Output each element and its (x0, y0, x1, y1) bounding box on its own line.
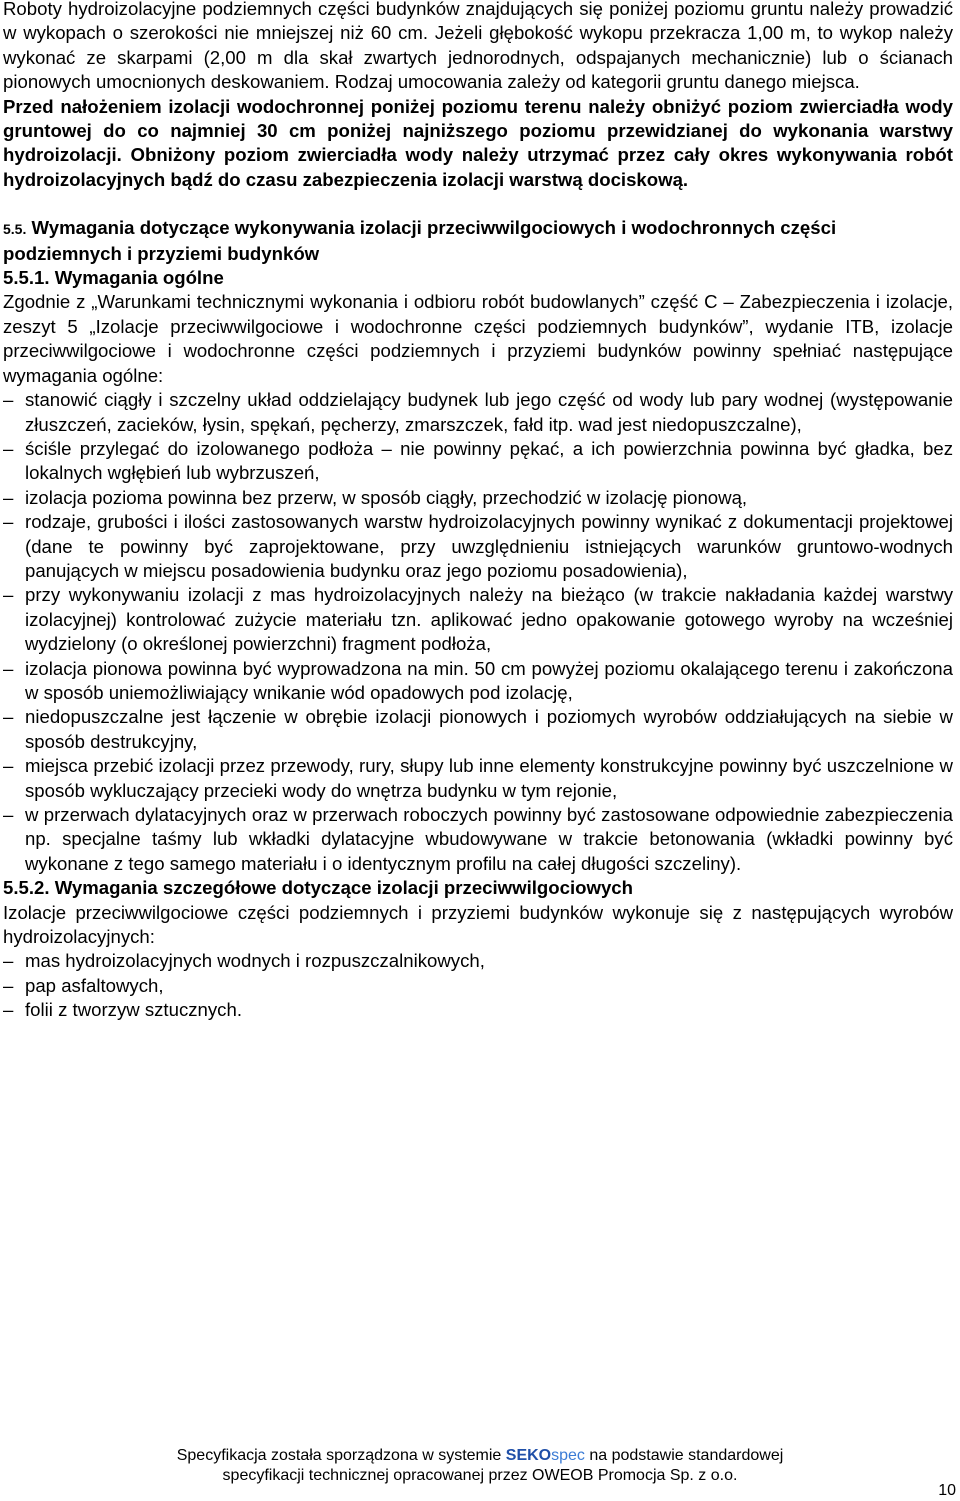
list-item: – w przerwach dylatacyjnych oraz w przerwach roboczych powinny być zastosowane odpowiednie zabezpieczenia np. specjalne taśmy lub wkładki dylatacyjne wbudowywane w trakcie betonowania (wkładki powinny być wykonane z tego samego materiału i o identycznym profilu na całej długości szczeliny). (3, 803, 953, 876)
footer-line-2: specyfikacji technicznej opracowanej przez OWEOB Promocja Sp. z o.o. (222, 1467, 738, 1484)
section-5-5-2-intro: Izolacje przeciwwilgociowe części podziemnych i przyziemi budynków wykonuje się z następujących wyrobów hydroizolacyjnych: (3, 901, 953, 948)
seko-logo: SEKOspec (505, 1447, 585, 1464)
list-item: – miejsca przebić izolacji przez przewody, rury, słupy lub inne elementy konstrukcyjne powinny być uszczelnione w sposób wykluczający przecieki wody do wnętrza budynku w tym rejonie, (3, 754, 953, 803)
section-5-5-heading (3, 216, 953, 266)
section-5-5-1-heading (3, 266, 953, 290)
list-item: – stanowić ciągły i szczelny układ oddzielający budynek lub jego część od wody lub pary wodnej (występowanie złuszczeń, zacieków, łysin, spękań, pęcherzy, zmarszczek, fałd itp. wad jest niedopuszczalne), (3, 388, 953, 437)
paragraph-groundwater: Przed nałożeniem izolacji wodochronnej poniżej poziomu terenu należy obniżyć poziom zwierciadła wody gruntowej do co najmniej 30 cm poniżej najniższego poziomu przewidzianej do wykonania warstwy hydroizolacji. Obniżony poziom zwierciadła wody należy utrzymać przez cały okres wykonywania robót hydroizolacyjnych bądź do czasu zabezpieczenia izolacji warstwą dociskową. (3, 95, 953, 190)
section-5-5-number: 5.5. (3, 221, 27, 238)
list-item: – ściśle przylegać do izolowanego podłoża – nie powinny pękać, a ich powierzchnia powinna być gładka, bez lokalnych wgłębień lub wybrzuszeń, (3, 437, 953, 486)
list-item: – rodzaje, grubości i ilości zastosowanych warstw hydroizolacyjnych powinny wynikać z dokumentacji projektowej (dane te powinny być zaprojektowane, przy uwzględnieniu istniejących warunków gruntowo-wodnych panujących w miejscu posadowienia budynku oraz jego poziomu posadowienia), (3, 510, 953, 583)
list-item: – mas hydroizolacyjnych wodnych i rozpuszczalnikowych, (3, 949, 953, 973)
section-5-5-2-heading (3, 876, 953, 900)
footer-text-before: Specyfikacja została sporządzona w systemie (176, 1447, 502, 1464)
section-5-5-2-number: 5.5.2. (3, 877, 50, 899)
page-number: 10 (938, 1482, 956, 1499)
list-item: – izolacja pozioma powinna bez przerw, w sposób ciągły, przechodzić w izolację pionową, (3, 486, 953, 510)
page-footer (0, 1446, 960, 1486)
footer-line-1 (0, 1446, 960, 1466)
materials-list (3, 949, 953, 1022)
list-item: – izolacja pionowa powinna być wyprowadzona na min. 50 cm powyżej poziomu okalającego terenu i zakończona w sposób uniemożliwiający wnikanie wód opadowych pod izolację, (3, 657, 953, 706)
document-page (3, 0, 953, 1023)
list-item: – folii z tworzyw sztucznych. (3, 998, 953, 1022)
section-5-5-1-number: 5.5.1. (3, 267, 50, 289)
footer-text-after: na podstawie standardowej (589, 1447, 784, 1464)
general-requirements-list (3, 388, 953, 876)
section-5-5-2-title: Wymagania szczegółowe dotyczące izolacji przeciwwilgociowych (54, 877, 634, 899)
list-item: – przy wykonywaniu izolacji z mas hydroizolacyjnych należy na bieżąco (w trakcie nakładania każdej warstwy izolacyjnej) kontrolować zużycie materiału tzn. aplikować jedno opakowanie gotowego wyroby na wcześniej wydzielony (o określonej powierzchni) fragment podłoża, (3, 583, 953, 656)
paragraph-excavation: Roboty hydroizolacyjne podziemnych części budynków znajdujących się poniżej poziomu gruntu należy prowadzić w wykopach o szerokości nie mniejszej niż 60 cm. Jeżeli głębokość wykopu przekracza 1,00 m, to wykop należy wykonać ze skarpami (2,00 m dla skał zwartych jednorodnych, odspajanych mechanicznie) lub o ścianach pionowych umocnionych deskowaniem. Rodzaj umocowania zależy od kategorii gruntu danego miejsca. (3, 0, 953, 93)
list-item: – niedopuszczalne jest łączenie w obrębie izolacji pionowych i poziomych wyrobów oddziałujących na siebie w sposób destrukcyjny, (3, 705, 953, 754)
section-5-5-title: Wymagania dotyczące wykonywania izolacji przeciwwilgociowych i wodochronnych części podziemnych i przyziemi budynków (3, 217, 837, 264)
section-5-5-1-intro: Zgodnie z „Warunkami technicznymi wykonania i odbioru robót budowlanych” część C – Zabezpieczenia i izolacje, zeszyt 5 „Izolacje przeciwwilgociowe i wodochronne części podziemnych budynków”, wydanie ITB, izolacje przeciwwilgociowe i wodochronne części podziemnych i przyziemi budynków powinny spełniać następujące wymagania ogólne: (3, 291, 953, 386)
list-item: – pap asfaltowych, (3, 974, 953, 998)
section-5-5-1-title: Wymagania ogólne (54, 267, 224, 289)
